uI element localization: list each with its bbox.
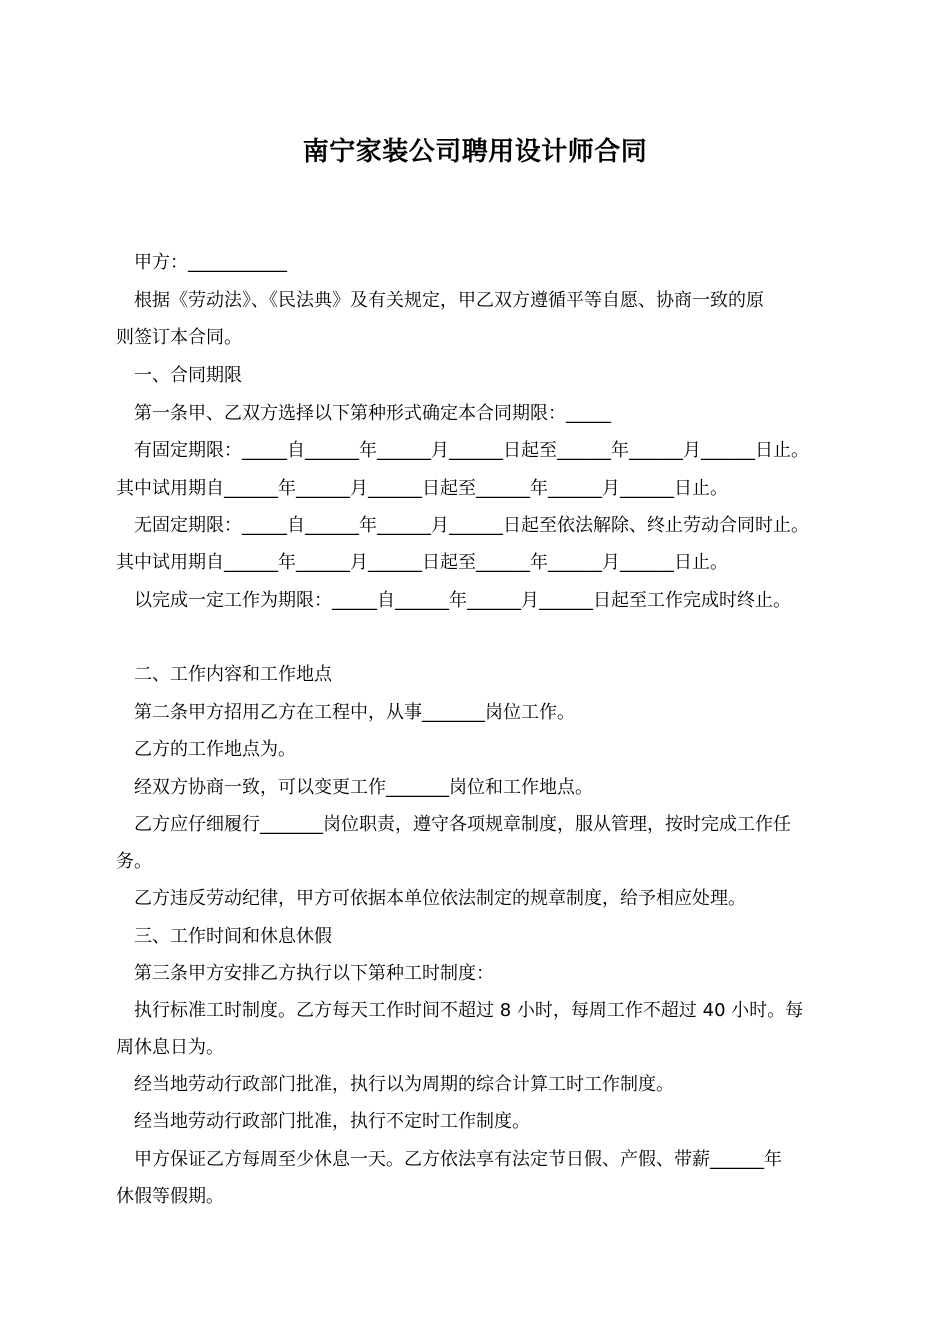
document-title: 南宁家装公司聘用设计师合同 xyxy=(302,137,648,167)
section-heading-term: 一、合同期限 xyxy=(134,365,242,386)
work-location-line: 乙方的工作地点为。 xyxy=(134,739,296,760)
task-term-line: 以完成一定工作为期限：_____自______年______月______日起至工作完成时终止。 xyxy=(134,590,791,611)
fixed-term-probation-line: 其中试用期自______年______月______日起至______年______月______日止。 xyxy=(116,478,728,499)
open-term-probation-line: 其中试用期自______年______月______日起至______年______月______日止。 xyxy=(116,552,728,573)
section-heading-hours: 三、工作时间和休息休假 xyxy=(134,926,332,947)
duties-line-2: 务。 xyxy=(116,851,152,872)
preamble-line-2: 则签订本合同。 xyxy=(116,327,242,348)
change-position-line: 经双方协商一致，可以变更工作_______岗位和工作地点。 xyxy=(134,777,593,798)
rest-days-line-1: 甲方保证乙方每周至少休息一天。乙方依法享有法定节日假、产假、带薪______年 xyxy=(134,1149,782,1170)
flexible-hours-line: 经当地劳动行政部门批准，执行不定时工作制度。 xyxy=(134,1111,530,1132)
standard-hours-line-1: 执行标准工时制度。乙方每天工作时间不超过 8 小时，每周工作不超过 40 小时。每 xyxy=(134,1000,804,1021)
fixed-term-line: 有固定期限：_____自______年______月______日起至______年______月______日止。 xyxy=(134,440,809,461)
open-term-line: 无固定期限：_____自______年______月______日起至依法解除、终止劳动合同时止。 xyxy=(134,515,809,536)
article-3-line: 第三条甲方安排乙方执行以下第种工时制度： xyxy=(134,963,494,984)
rest-days-line-2: 休假等假期。 xyxy=(116,1186,224,1207)
preamble-line-1: 根据《劳动法》、《民法典》及有关规定，甲乙双方遵循平等自愿、协商一致的原 xyxy=(134,290,764,311)
article-2-line: 第二条甲方招用乙方在工程中，从事_______岗位工作。 xyxy=(134,702,575,723)
comprehensive-hours-line: 经当地劳动行政部门批准，执行以为周期的综合计算工时工作制度。 xyxy=(134,1074,674,1095)
discipline-line: 乙方违反劳动纪律，甲方可依据本单位依法制定的规章制度，给予相应处理。 xyxy=(134,888,746,909)
section-heading-work: 二、工作内容和工作地点 xyxy=(134,664,332,685)
standard-hours-line-2: 周休息日为。 xyxy=(116,1037,224,1058)
party-a-line: 甲方：___________ xyxy=(134,252,287,273)
article-1-line: 第一条甲、乙双方选择以下第种形式确定本合同期限：_____ xyxy=(134,403,611,424)
duties-line-1: 乙方应仔细履行_______岗位职责，遵守各项规章制度，服从管理，按时完成工作任 xyxy=(134,814,791,835)
